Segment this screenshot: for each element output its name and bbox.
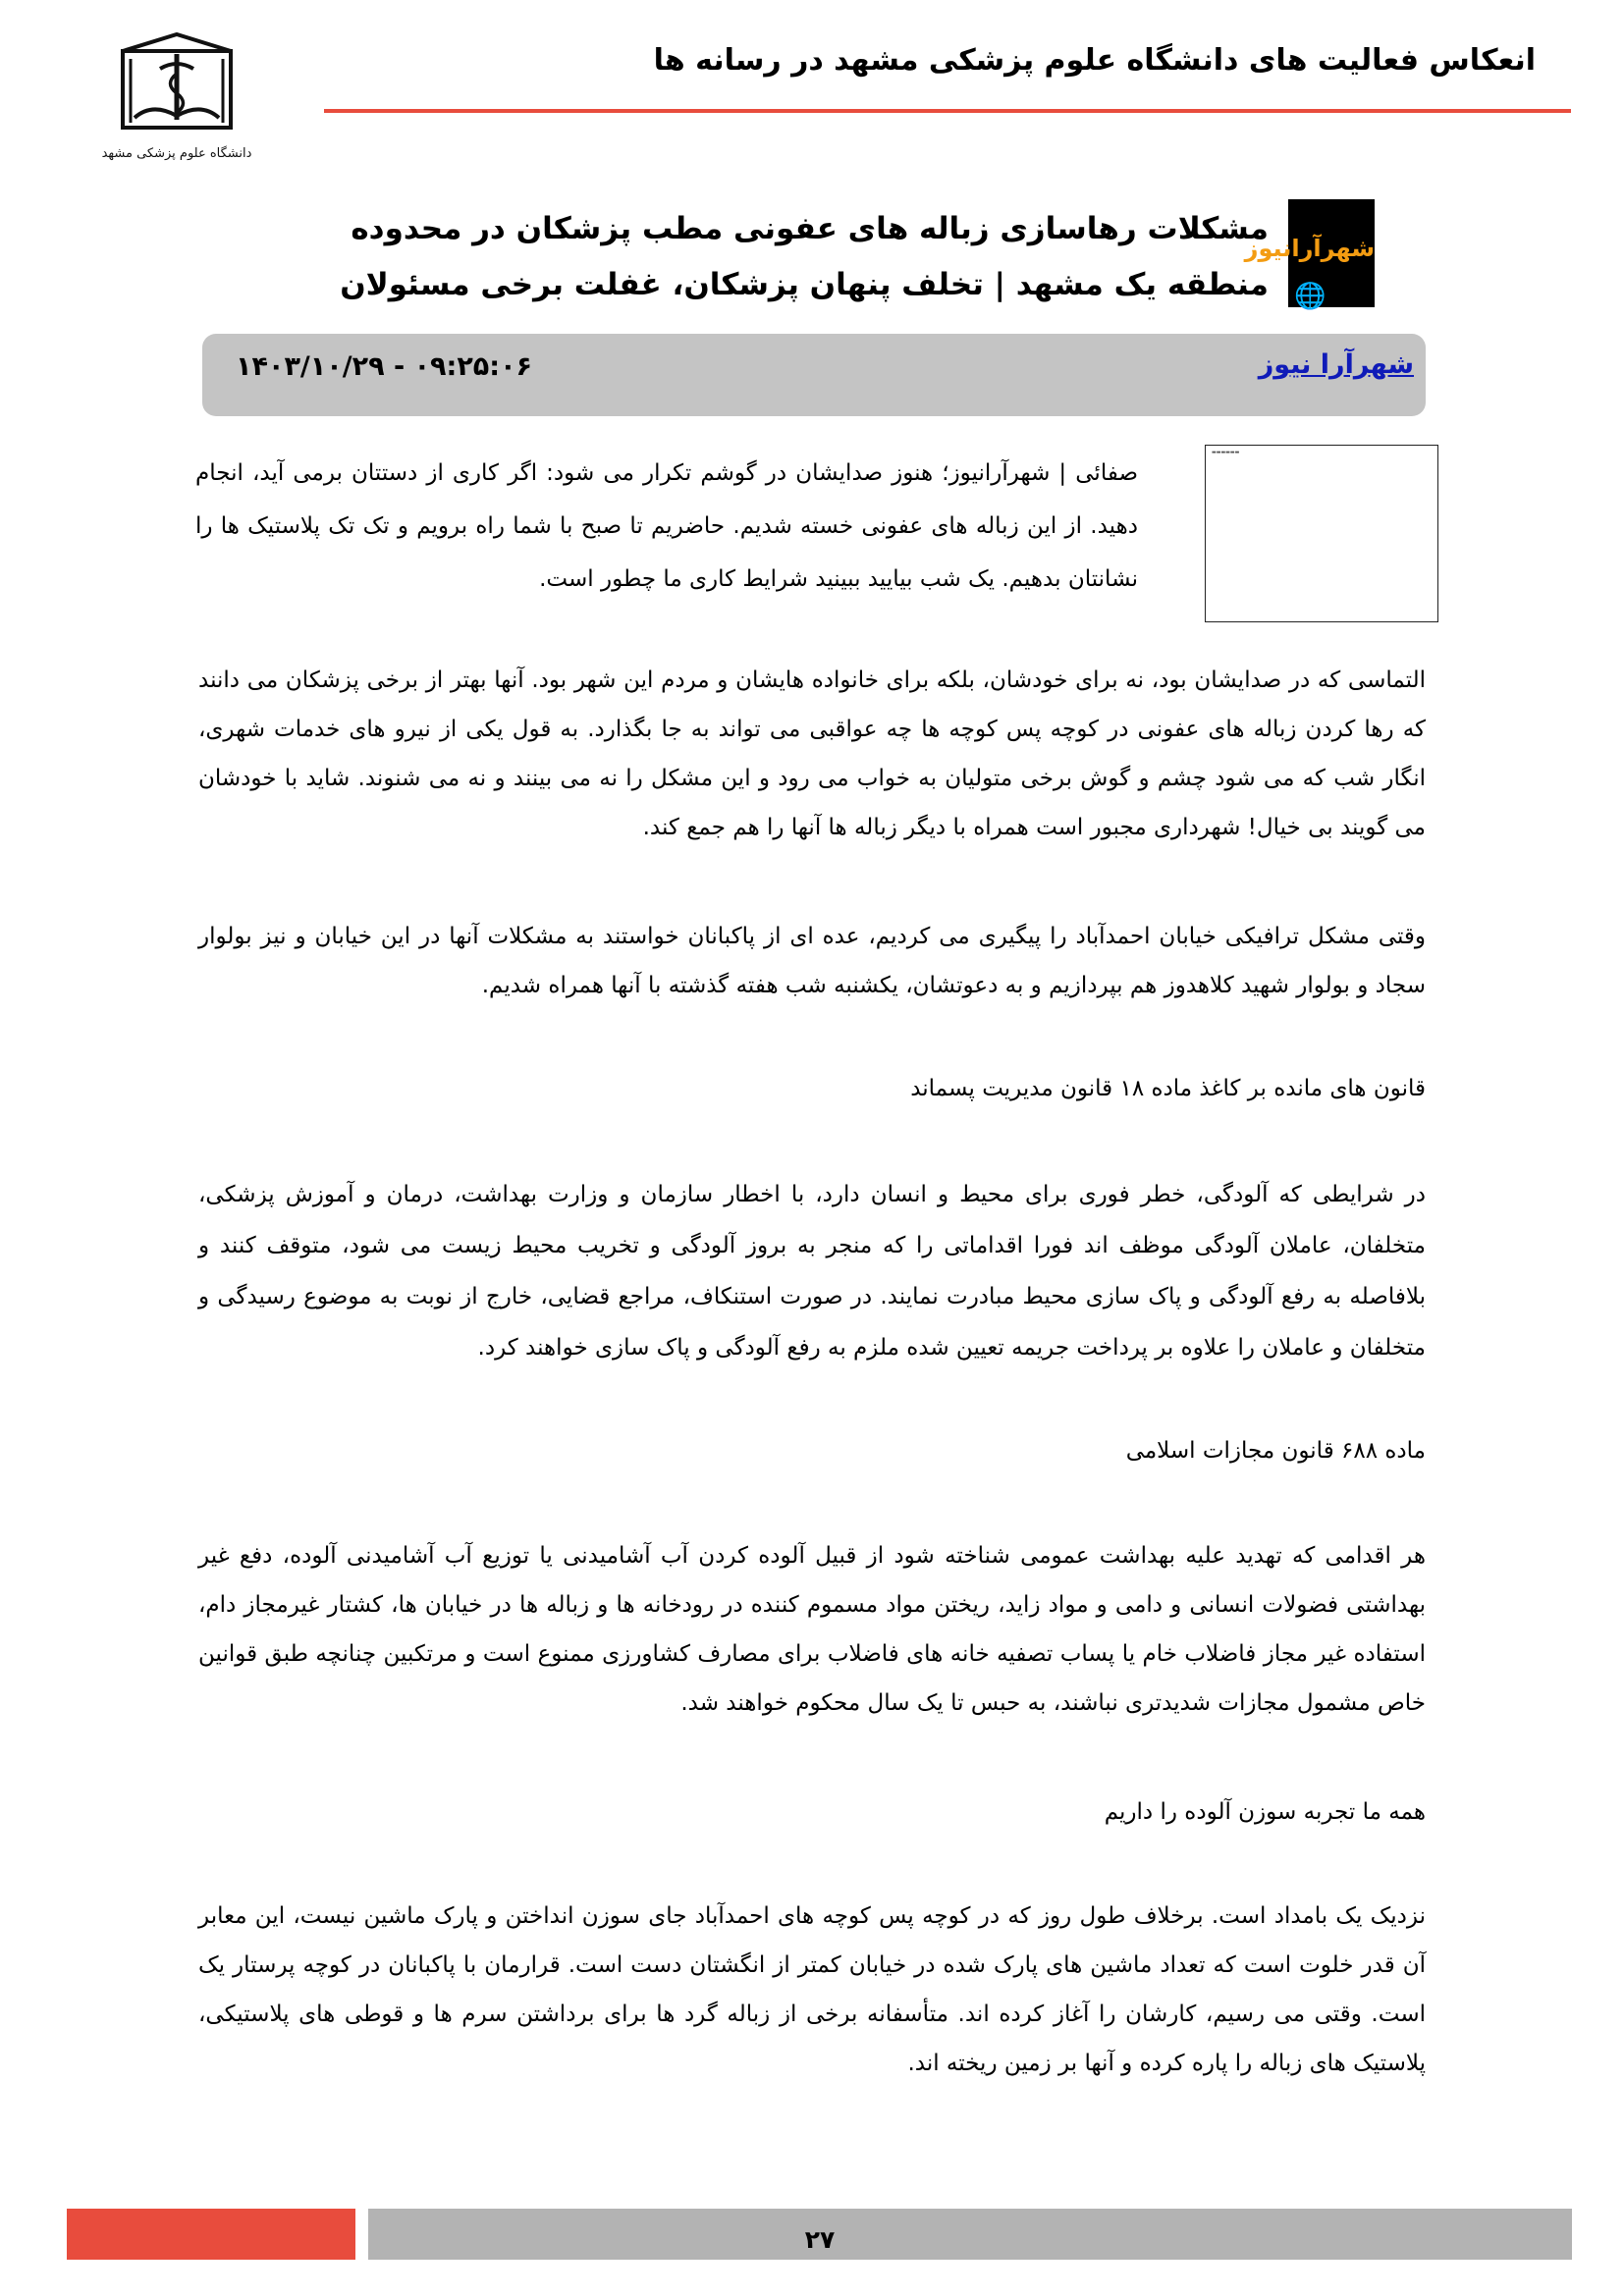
publish-date: ۱۴۰۳/۱۰/۲۹ - ۰۹:۲۵:۰۶ [236, 351, 533, 382]
university-logo [103, 29, 250, 177]
article-paragraph-4: هر اقدامی که تهدید علیه بهداشت عمومی شناخته شود از قبیل آلوده کردن آب آشامیدنی یا توزیع آب آشامیدنی آلوده، دفع غیر بهداشتی فضولات انسانی و دامی و مواد زاید، ریختن مواد مسموم کننده در رودخانه ها و زباله ها در خیابان ها، کشتار غیرمجاز دام، استفاده غیر مجاز فاضلاب خام یا پساب تصفیه خانه های فاضلاب برای مصارف کشاورزی ممنوع است و مرتکبین چنانچه طبق قوانین خاص مشمول مجازات شدیدتری نباشند، به حبس تا یک سال محکوم خواهند شد. [198, 1543, 1426, 1716]
article-paragraph-2: وقتی مشکل ترافیکی خیابان احمدآباد را پیگیری می کردیم، عده ای از پاکبانان خواستند به مشکلات آنها در این خیابان و نیز بولوار سجاد و بولوار شهید کلاهدوز هم بپردازیم و به دعوتشان، یکشنبه شب هفته گذشته با آنها همراه شدیم. [198, 924, 1426, 998]
header-divider [324, 109, 1571, 113]
article-headline: مشکلات رهاسازی زباله های عفونی مطب پزشکان در محدوده منطقه یک مشهد | تخلف پنهان پزشکان، غفلت برخی مسئولان [340, 211, 1269, 302]
article-paragraph-5: نزدیک یک بامداد است. برخلاف طول روز که در کوچه پس کوچه های احمدآباد جای سوزن انداختن و پارک ماشین نیست، این معابر آن قدر خلوت است که تعداد ماشین های پارک شده در خیابان کمتر از انگشتان دست است. قرارمان با پاکبانان در کوچه پرستار یک است. وقتی می رسیم، کارشان را آغاز کرده اند. متأسفانه برخی از زباله گرد ها برای برداشتن سرم ها و قوطی های پلاستیکی، پلاستیک های زباله را پاره کرده و آنها بر زمین ریخته اند. [198, 1903, 1426, 2076]
article-paragraph-3: در شرایطی که آلودگی، خطر فوری برای محیط و انسان دارد، با اخطار سازمان و وزارت بهداشت، درمان و آموزش پزشکی، متخلفان، عاملان آلودگی موظف اند فورا اقداماتی را که منجر به بروز آلودگی و تخریب محیط زیست می شود، متوقف کنند و بلافاصله به رفع آلودگی و پاک سازی محیط مبادرت نمایند. در صورت استنکاف، مراجع قضایی، خارج از نوبت به موضوع رسیدگی و متخلفان و عاملان را علاوه بر پرداخت جریمه تعیین شده ملزم به رفع آلودگی و پاک سازی خواهند کرد. [198, 1182, 1426, 1361]
source-link[interactable]: شهرآرا نیوز [1258, 349, 1414, 380]
footer-red-bar [67, 2209, 355, 2260]
section-heading-3: همه ما تجربه سوزن آلوده را داریم [1104, 1799, 1426, 1825]
article-paragraph-1: التماسی که در صدایشان بود، نه برای خودشان، بلکه برای خانواده هایشان و مردم این شهر بود. آنها بهتر از برخی پزشکان می دانند که رها کردن زباله های عفونی در کوچه پس کوچه ها چه عواقبی می تواند به جا بگذارد. به قول یکی از نیرو های خدمات شهری، انگار شب که می شود چشم و گوش برخی متولیان به خواب می رود و این مشکل را نه می بینند و نه می شنوند. شاید با خودشان می گویند بی خیال! شهرداری مجبور است همراه با دیگر زباله ها آنها را هم جمع کند. [198, 667, 1426, 840]
section-heading-2: ماده ۶۸۸ قانون مجازات اسلامی [1125, 1438, 1426, 1464]
news-site-icon [1244, 199, 1375, 311]
page-header-title: انعکاس فعالیت های دانشگاه علوم پزشکی مشهد در رسانه ها [653, 43, 1536, 78]
page-number: ۲۷ [804, 2225, 836, 2254]
article-intro: صفائی | شهرآرانیوز؛ هنوز صدایشان در گوشم تکرار می شود: اگر کاری از دستتان برمی آید، انجام دهید. از این زباله های عفونی خسته شدیم. حاضریم تا صبح با شما راه برویم و تک تک پلاستیک ها را نشانتان بدهیم. یک شب بیایید ببینید شرایط کاری ما چطور است. [195, 460, 1138, 592]
svg-text:دانشگاه علوم پزشکی مشهد: دانشگاه علوم پزشکی مشهد [101, 146, 252, 161]
footer-gray-bar [368, 2209, 1572, 2260]
globe-icon: 🌐 [1294, 282, 1326, 311]
thumbnail-placeholder-mark: ▬▬▬▬▬▬ [1212, 450, 1240, 455]
section-heading-1: قانون های مانده بر کاغذ ماده ۱۸ قانون مدیریت پسماند [910, 1076, 1426, 1101]
news-site-icon-label: شهرآرانیوز [1244, 235, 1375, 262]
article-thumbnail [1205, 445, 1438, 622]
